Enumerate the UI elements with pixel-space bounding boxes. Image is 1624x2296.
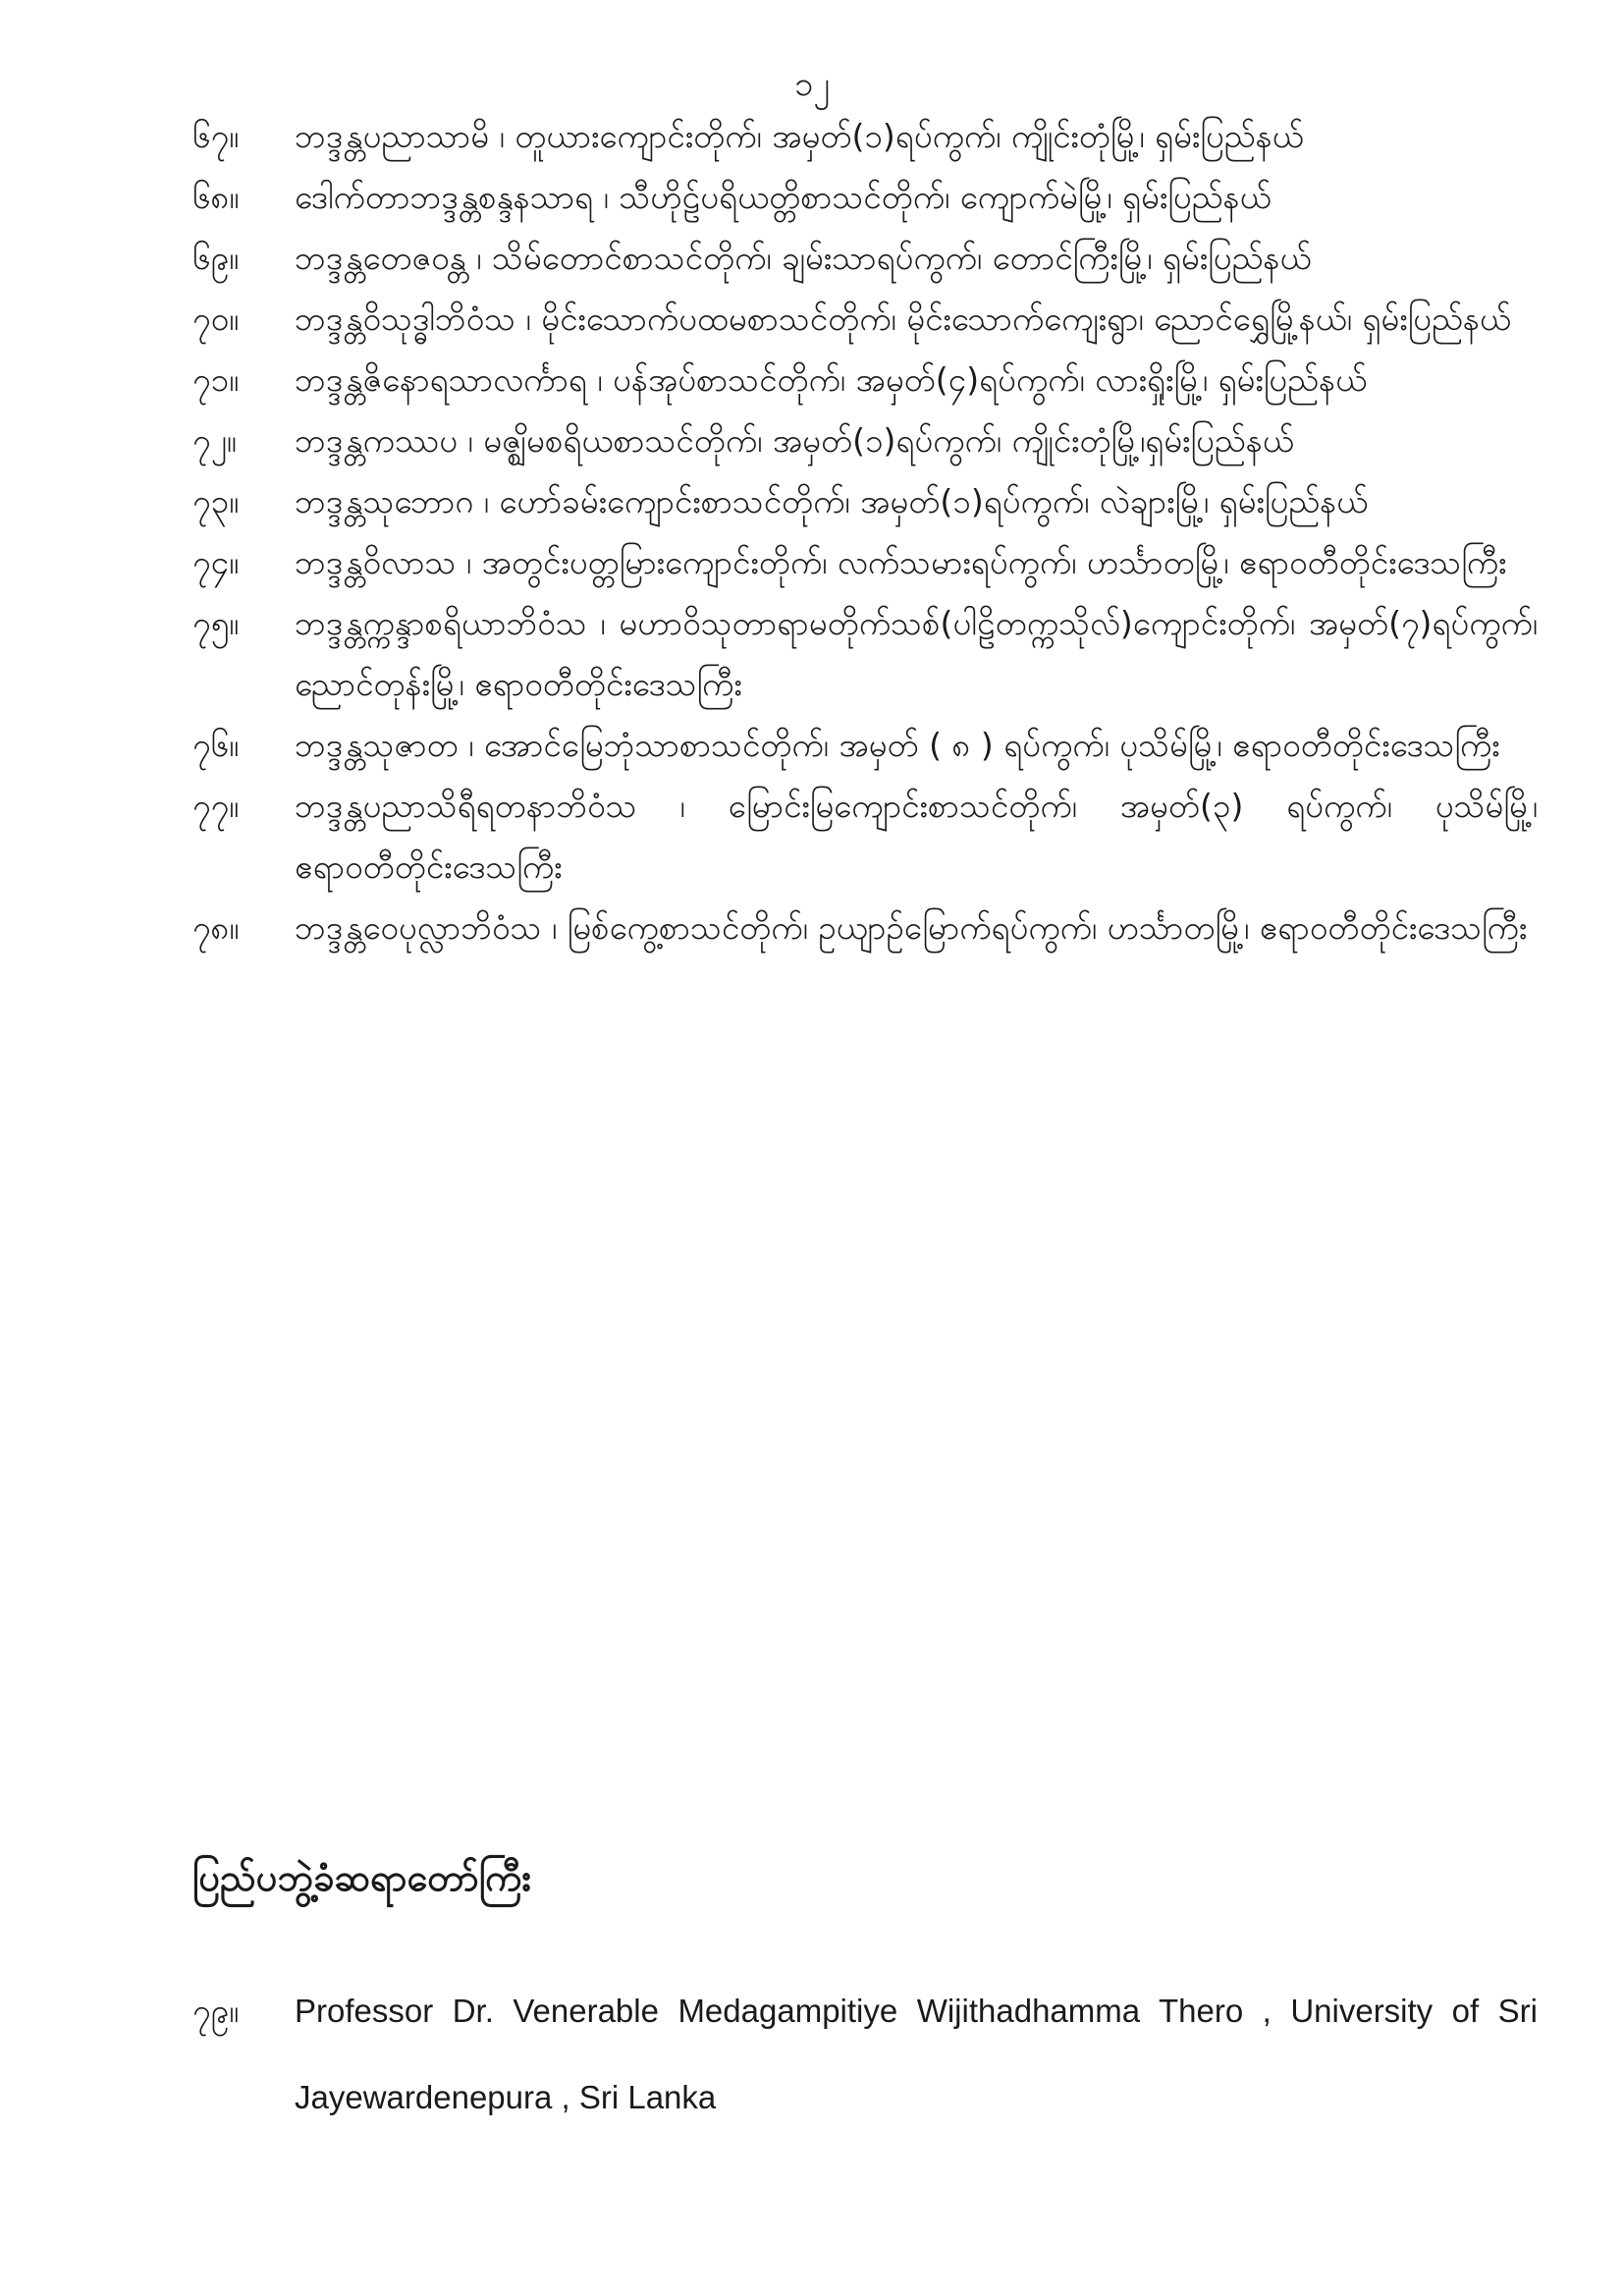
list-item xyxy=(192,289,1538,350)
entry-text: Professor Dr. Venerable Medagampitiye Wijithadhamma Thero , University of Sri Jayewardenepura , Sri Lanka xyxy=(295,1993,1538,2115)
entry-text: ဘဒ္ဒန္တပညာသာမိ ၊ တူယားကျောင်းတိုက်၊ အမှတ်(၁)ရပ်ကွက်၊ ကျိုင်းတုံမြို့၊ ရှမ်းပြည်နယ် xyxy=(295,117,1304,155)
entry-text: ဘဒ္ဒန္တဝိသုဒ္ဓါဘိဝံသ ၊ မိုင်းသောက်ပထမစာသင်တိုက်၊ မိုင်းသောက်ကျေးရွာ၊ ညောင်ရွှေမြို့နယ်၊ ရှမ်းပြည်နယ် xyxy=(295,300,1511,338)
list-item xyxy=(192,898,1538,958)
entry-text: ဘဒ္ဒန္တဇိနောရသာလင်္ကာရ ၊ ပန်အုပ်စာသင်တိုက်၊ အမှတ်(၄)ရပ်ကွက်၊ လားရှိုးမြို့၊ ရှမ်းပြည်နယ် xyxy=(295,360,1368,399)
entry-number: ၆၈။ xyxy=(192,178,240,216)
list-item xyxy=(192,167,1538,228)
entry-text: ဘဒ္ဒန္တသုဇာတ ၊ အောင်မြေဘုံသာစာသင်တိုက်၊ အမှတ် ( ၈ ) ရပ်ကွက်၊ ပုသိမ်မြို့၊ ဧရာဝတီတိုင်းဒေသကြီး xyxy=(295,726,1500,764)
entry-text: ဒေါက်တာဘဒ္ဒန္တစန္ဒနသာရ ၊ သီဟိုဠ်ပရိယတ္တိစာသင်တိုက်၊ ကျောက်မဲမြို့၊ ရှမ်းပြည်နယ် xyxy=(295,178,1272,216)
entry-number: ၆၉။ xyxy=(192,239,240,277)
entry-text: ဘဒ္ဒန္တဝေပုလ္လာဘိဝံသ ၊ မြစ်ကွေ့စာသင်တိုက်၊ ဥယျာဉ်မြောက်ရပ်ကွက်၊ ဟင်္သာတမြို့၊ ဧရာဝတီတိုင်းဒေသကြီး xyxy=(295,908,1528,947)
page-number: ၁၂ xyxy=(794,65,830,104)
entry-number: ၇၃။ xyxy=(192,482,240,520)
section-heading: ပြည်ပဘွဲ့ခံဆရာတော်ကြီး xyxy=(192,1856,532,1899)
list-item xyxy=(192,593,1538,715)
entry-number: ၇၉။ xyxy=(192,1992,240,2030)
entry-number: ၇၂။ xyxy=(192,421,237,460)
entry-number: ၇၁။ xyxy=(192,360,240,399)
entry-number: ၇၆။ xyxy=(192,726,240,764)
list-item xyxy=(192,106,1538,167)
entry-text: ဘဒ္ဒန္တပညာသိရီရတနာဘိဝံသ ၊ မြောင်းမြကျောင်းစာသင်တိုက်၊ အမှတ်(၃) ရပ်ကွက်၊ ပုသိမ်မြို့၊ ဧရာဝတီတိုင်းဒေသကြီး xyxy=(295,787,1538,886)
entry-text: ဘဒ္ဒန္တဝိလာသ ၊ အတွင်းပတ္တမြားကျောင်းတိုက်၊ လက်သမားရပ်ကွက်၊ ဟင်္သာတမြို့၊ ဧရာဝတီတိုင်းဒေသကြီး xyxy=(295,543,1507,581)
entry-text: ဘဒ္ဒန္တတေဇဝန္တ ၊ သိမ်တောင်စာသင်တိုက်၊ ချမ်းသာရပ်ကွက်၊ တောင်ကြီးမြို့၊ ရှမ်းပြည်နယ် xyxy=(295,239,1312,277)
entry-text: ဘဒ္ဒန္တက္ကန္ဒာစရိယာဘိဝံသ ၊ မဟာဝိသုတာရာမတိုက်သစ်(ပါဠိတက္ကသိုလ်)ကျောင်းတိုက်၊ အမှတ်(၇)ရပ်ကွက်၊ ညောင်တုန်းမြို့၊ ဧရာဝတီတိုင်းဒေသကြီး xyxy=(295,604,1538,703)
list-item xyxy=(192,410,1538,471)
list-item xyxy=(192,715,1538,776)
entry-number: ၇၅။ xyxy=(192,604,240,642)
entry-text: ဘဒ္ဒန္တကဿပ ၊ မဇ္ဈိမစရိယစာသင်တိုက်၊ အမှတ်(၁)ရပ်ကွက်၊ ကျိုင်းတုံမြို့၊ရှမ်းပြည်နယ် xyxy=(295,421,1294,460)
entry-list xyxy=(192,106,1538,958)
entry-number: ၇၈။ xyxy=(192,908,240,947)
list-item xyxy=(192,776,1538,898)
list-item xyxy=(192,350,1538,410)
entry-number: ၇၀။ xyxy=(192,300,240,338)
list-item xyxy=(192,471,1538,532)
entry-number: ၇၇။ xyxy=(192,787,240,825)
entry-number: ၆၇။ xyxy=(192,117,240,155)
entry-text: ဘဒ္ဒန္တသုဘောဂ ၊ ဟော်ခမ်းကျောင်းစာသင်တိုက်၊ အမှတ်(၁)ရပ်ကွက်၊ လဲချားမြို့၊ ရှမ်းပြည်နယ် xyxy=(295,482,1369,520)
list-item xyxy=(192,228,1538,289)
list-item xyxy=(192,532,1538,593)
entry-number: ၇၄။ xyxy=(192,543,240,581)
foreign-entry xyxy=(192,1968,1538,2141)
